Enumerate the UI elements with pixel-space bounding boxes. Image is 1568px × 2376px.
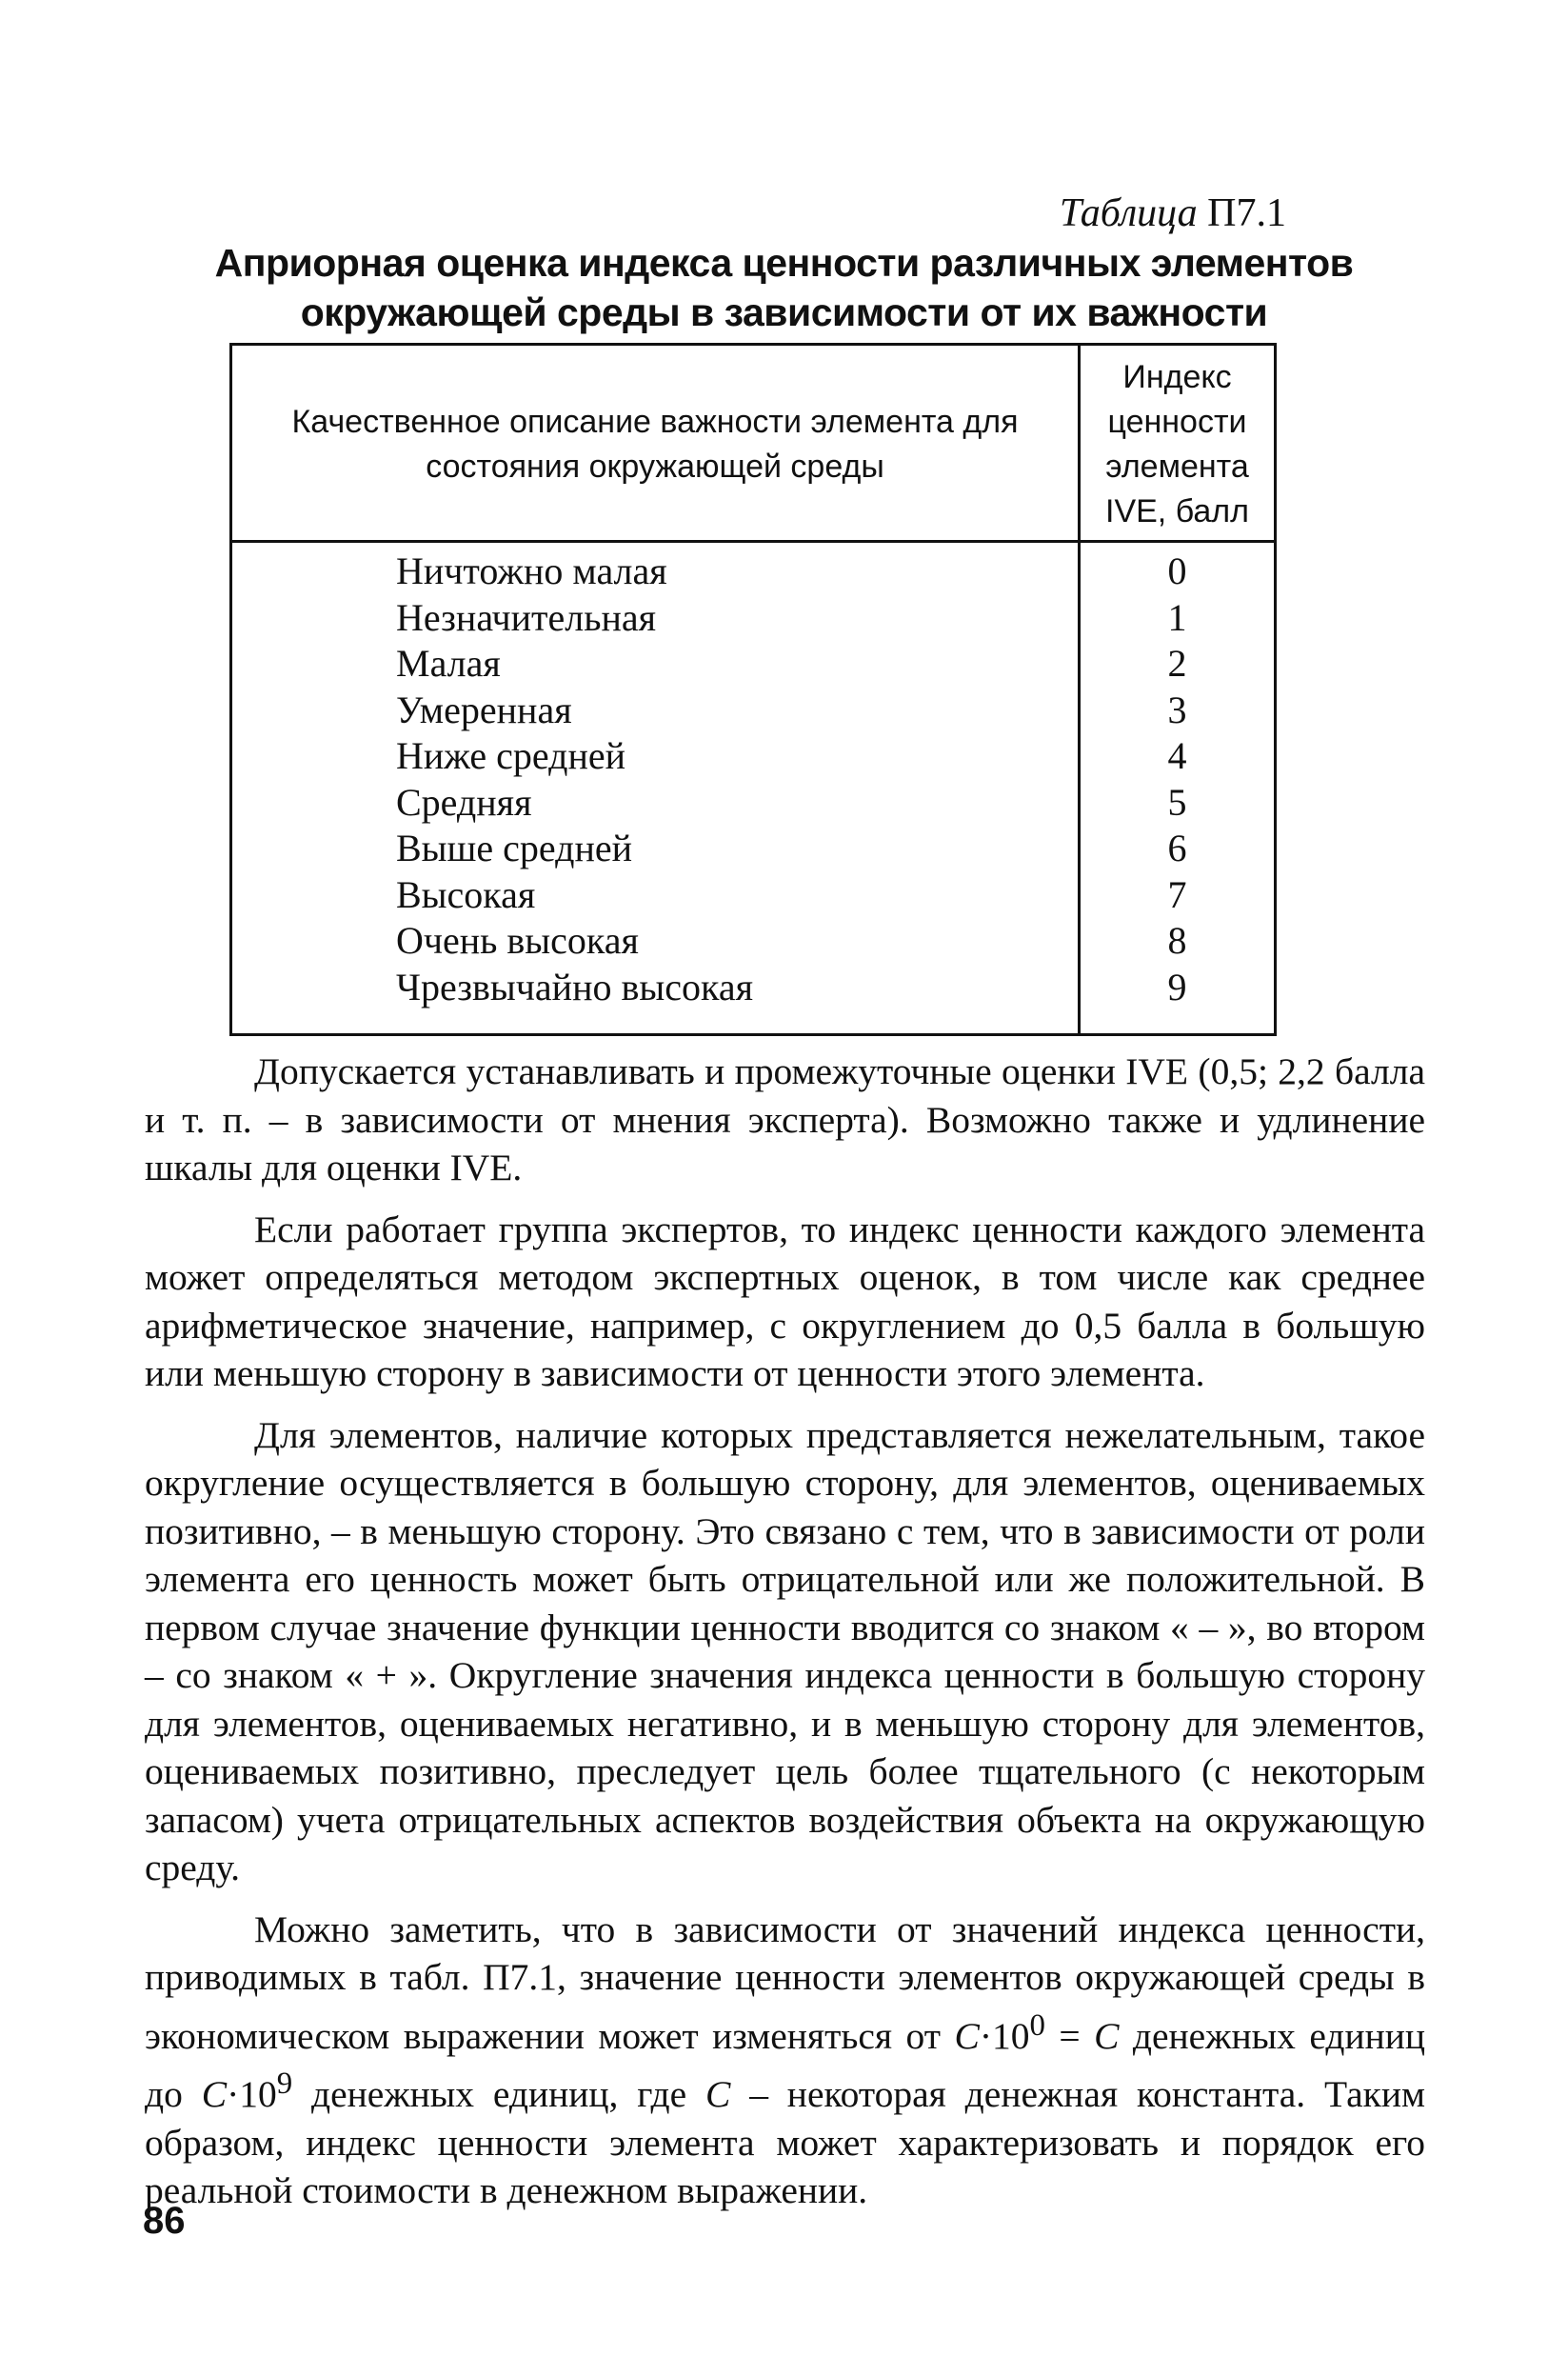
column-header-description: Качественное описание важности элемента для состояния окружающей среды — [231, 345, 1080, 542]
table-row — [231, 780, 1276, 827]
index-cell: 9 — [1167, 965, 1187, 1008]
description-cell: Чрезвычайно высокая — [231, 965, 1080, 1035]
paragraph-rounding: Для элементов, наличие которых представляется нежелательным, такое округление осуществляется в большую сторону, для элементов, оцениваемых позитивно, – в меньшую сторону. Это связано с тем, что в зависимости от роли элемента его ценность может быть отрицательной или же положительной. В первом случае значение функции ценности вводится со знаком « – », во втором – со знаком « + ». Округление значения индекса ценности в большую сторону для элементов, оцениваемых негативно, и в меньшую сторону для элементов, оцениваемых позитивно, преследует цель более тщательного (с некоторым запасом) учета отрицательных аспектов воздействия объекта на окружающую среду. — [145, 1413, 1425, 1888]
index-cell: 7 — [1167, 872, 1187, 916]
paragraph-economic-value: Можно заметить, что в зависимости от значений индекса ценности, приводимых в табл. П7.1, значение ценности элементов окружающей среды в экономическом выражении может изменяться от $C\cdot 10^0 = C$ денежных единиц до $C\cdot 10^9$ денежных единиц, где C – некоторая денежная константа. Таким образом, индекс ценности элемента может характеризовать и порядок его реальной стоимости в денежном выражении. — [145, 1907, 1425, 2212]
table-row — [231, 918, 1276, 965]
index-cell: 0 — [1167, 549, 1187, 592]
description-cell: Незначительная — [231, 595, 1080, 642]
index-cell: 2 — [1167, 642, 1187, 685]
column-header-index: Индекс ценности элемента IVE, балл — [1080, 345, 1276, 542]
page-number: 86 — [143, 2200, 186, 2242]
table-header-row — [231, 345, 1276, 542]
index-cell: 4 — [1167, 734, 1187, 777]
table-label-prefix: Таблица — [1059, 191, 1198, 235]
table-row — [231, 688, 1276, 734]
description-cell: Ничтожно малая — [231, 542, 1080, 595]
index-cell: 5 — [1167, 780, 1187, 824]
paragraph-intermediate-estimates: Допускается устанавливать и промежуточные оценки IVE (0,5; 2,2 балла и т. п. – в зависимости от мнения эксперта). Возможно также и удлинение шкалы для оценки IVE. — [145, 1050, 1425, 1188]
table-row — [231, 872, 1276, 919]
index-cell: 1 — [1167, 595, 1187, 639]
table-row — [231, 826, 1276, 872]
table-row — [231, 641, 1276, 688]
paragraph-expert-group: Если работает группа экспертов, то индекс ценности каждого элемента может определяться методом экспертных оценок, в том числе как среднее арифметическое значение, например, с округлением до 0,5 балла в большую или меньшую сторону в зависимости от ценности этого элемента. — [145, 1208, 1425, 1394]
index-cell: 6 — [1167, 827, 1187, 869]
table-title: Априорная оценка индекса ценности различных элементов окружающей среды в зависимости от их важности — [214, 241, 1354, 334]
table-row — [231, 733, 1276, 780]
description-cell: Очень высокая — [231, 918, 1080, 965]
description-cell: Средняя — [231, 780, 1080, 827]
body-text — [145, 1048, 1425, 2228]
table-label-number: П7.1 — [1207, 191, 1286, 235]
index-cell: 8 — [1167, 919, 1187, 962]
description-cell: Малая — [231, 641, 1080, 688]
index-cell: 3 — [1167, 688, 1187, 731]
importance-index-table — [229, 343, 1277, 1036]
description-cell: Выше средней — [231, 826, 1080, 872]
table-row — [231, 595, 1276, 642]
table-label — [1060, 190, 1286, 236]
table-row — [231, 965, 1276, 1035]
description-cell: Умеренная — [231, 688, 1080, 734]
description-cell: Ниже средней — [231, 733, 1080, 780]
table-row — [231, 542, 1276, 595]
description-cell: Высокая — [231, 872, 1080, 919]
